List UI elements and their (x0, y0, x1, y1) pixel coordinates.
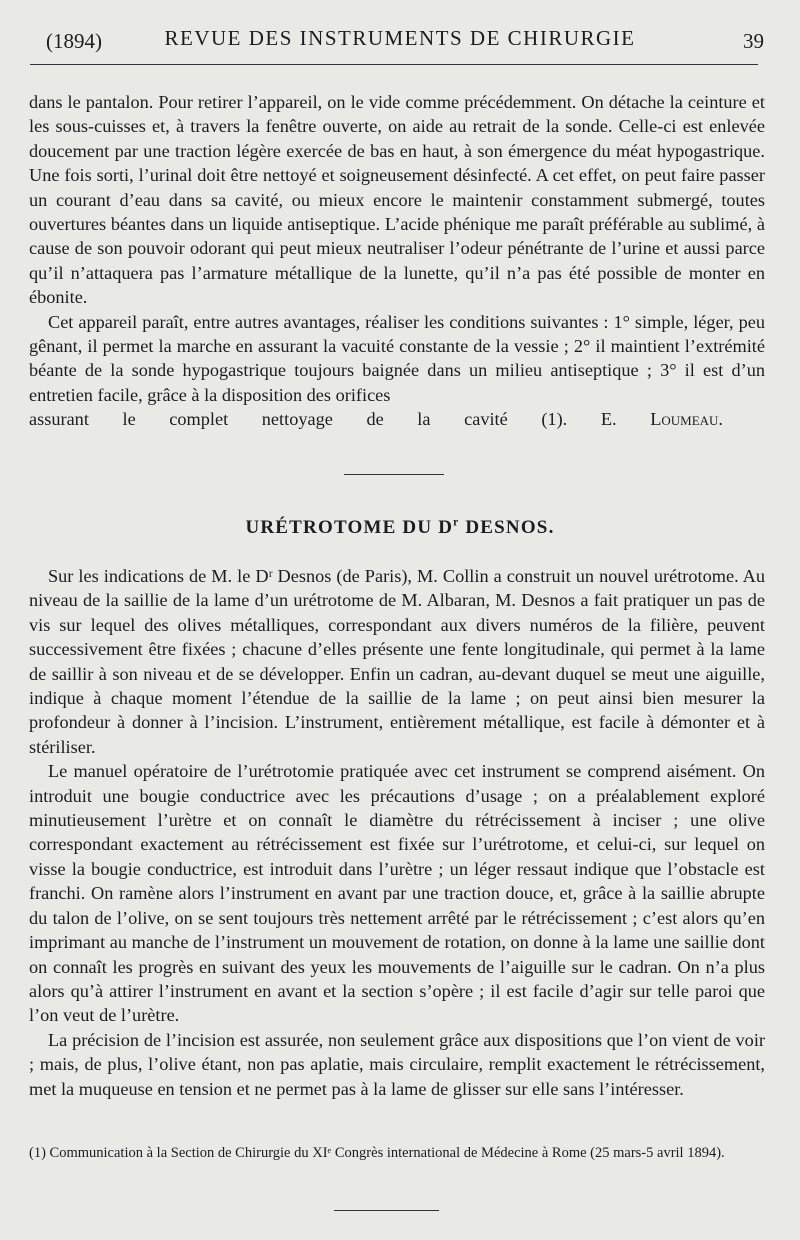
paragraph: La précision de l’incision est assurée, non seulement grâce aux dispositions que l’on vient de voir ; mais, de plus, l’olive étant, non pas aplatie, mais circulaire, remplit exactement le rétrécissement, met la muqueuse en tension et ne permet pas à la lame de glisser sur elle sans l’intéresser. (29, 1029, 765, 1099)
author-signature: E. Loumeau. (600, 409, 723, 430)
footnote-marker: (1) (29, 1145, 46, 1161)
section-separator (344, 474, 444, 475)
header-rule (30, 64, 758, 65)
page-number: 39 (743, 29, 764, 53)
header-year: (1894) (46, 29, 102, 53)
running-header (30, 26, 770, 54)
article-urethrotome (29, 564, 765, 1101)
footnote-text: Communication à la Section de Chirurgie du XIᵉ Congrès international de Médecine à Rome (25 mars-5 avril 1894). (49, 1145, 725, 1161)
paragraph: Le manuel opératoire de l’urétrotomie pratiquée avec cet instrument se comprend aisément. On introduit une bougie conductrice avec les précautions d’usage ; on a préalablement exploré minutieusement l’urètre et on connaît le diamètre du rétrécissement à inciser ; une olive correspondant exactement au rétrécissement est fixée sur l’urétrotome, et celui-ci, sur lequel on visse la bougie conductrice, est introduit dans l’urètre ; un léger ressaut indique que l’obstacle est franchi. On ramène alors l’instrument en avant par une traction douce, et, grâce à la saillie abrupte du talon de l’olive, on se sent toujours très nettement arrêté par le rétrécissement ; c’est alors qu’en imprimant au manche de l’instrument un mouvement de rotation, on donne à la lame une saillie dont on connaît les progrès en suivant des yeux les mouvements de l’aiguille sur le cadran. On n’a plus alors qu’à attirer l’instrument en avant et la section s’opère ; il est facile d’agir sur telle paroi que l’on veut de l’urètre. (29, 761, 765, 1026)
article-urinal-continuation (29, 90, 765, 432)
footnote (29, 1144, 769, 1164)
paragraph: Cet appareil paraît, entre autres avantages, réaliser les conditions suivantes : 1° simple, léger, peu gênant, il permet la marche en assurant la vacuité constante de la vessie ; 2° il maintient l’extrémité béante de la sonde hypogastrique toujours baignée dans un milieu antiseptique ; 3° il est d’un entretien facile, grâce à la disposition des orifices (29, 311, 765, 405)
paragraph-end: assurant le complet nettoyage de la cavité (1). (29, 409, 568, 430)
bottom-separator (334, 1210, 439, 1211)
header-title: REVUE DES INSTRUMENTS DE CHIRURGIE (164, 26, 636, 50)
paragraph-closing-line (29, 407, 765, 431)
section-title: URÉTROTOME DU $D^r$ DESNOS. (245, 516, 555, 538)
paragraph: Sur les indications de M. le Dʳ Desnos (de Paris), M. Collin a construit un nouvel urétrotome. Au niveau de la saillie de la lame d’un urétrotome de M. Albaran, M. Desnos a fait pratiquer un pas de vis sur lequel des olives métalliques, correspondant aux divers numéros de la filière, peuvent successivement être fixées ; chacune d’elles présente une fente longitudinale, qui permet à la lame de saillir à son niveau et de se développer. Enfin un cadran, au-devant duquel se meut une aiguille, indique à chaque moment l’étendue de la saillie de la lame ; on peut ainsi bien mesurer la profondeur à donner à l’incision. L’instrument, entièrement métallique, est facile à démonter et à stériliser. (29, 566, 765, 757)
paragraph: dans le pantalon. Pour retirer l’appareil, on le vide comme précédemment. On détache la ceinture et les sous-cuisses et, à travers la fenêtre ouverte, on aide au retrait de la sonde. Celle-ci est enlevée doucement par une traction légère exercée de bas en haut, à son émergence du méat hypogastrique. Une fois sorti, l’urinal doit être nettoyé et soigneusement désinfecté. A cet effet, on peut faire passer un courant d’eau dans sa cavité, ou mieux encore le maintenir constamment submergé, toutes ouvertures béantes dans un liquide antiseptique. L’acide phénique me paraît préférable au sublimé, à cause de son pouvoir odorant qui peut mieux neutraliser l’odeur pénétrante de l’urine et aussi parce qu’il n’attaquera pas l’armature métallique de la lunette, qu’il n’a pas été possible de monter en ébonite. (29, 92, 765, 308)
